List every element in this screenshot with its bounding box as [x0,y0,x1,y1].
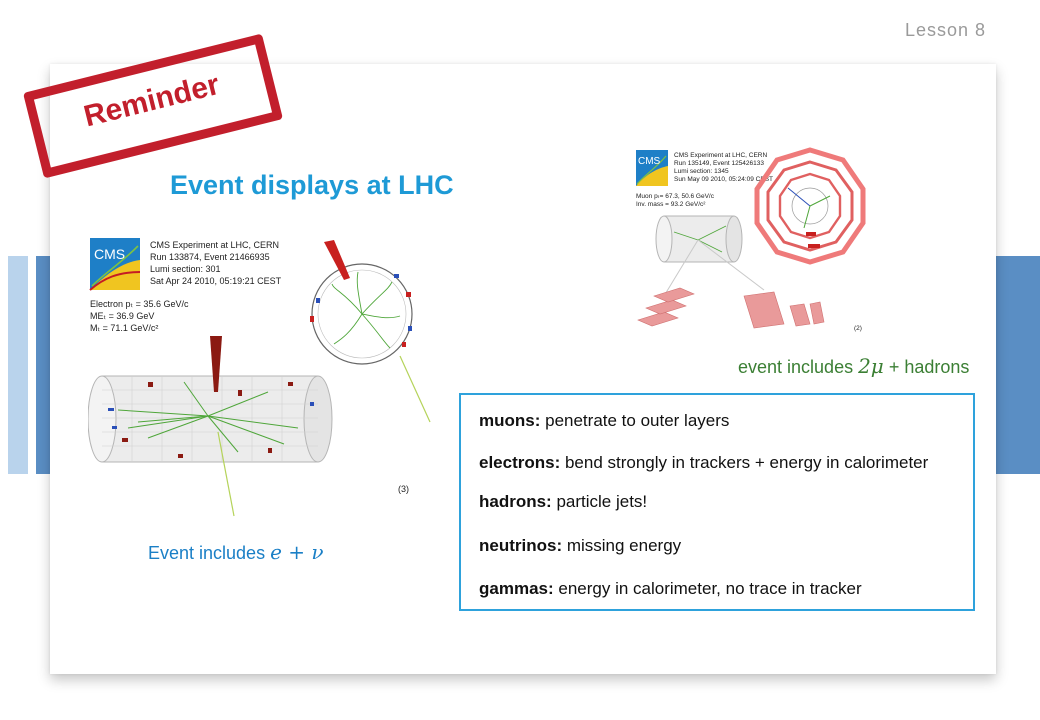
left-caption-prefix: Event includes [148,543,271,563]
info-term-electrons: electrons: [479,453,561,472]
lesson-label: Lesson 8 [904,20,986,40]
slide-title: Event displays at LHC [170,170,454,200]
muon-system-rings [757,150,863,262]
stamp-text: Reminder [80,67,223,134]
right-quantity-1: Muon pₜ= 67.3, 50.6 GeV/c [636,193,714,200]
info-row-neutrinos [479,536,681,556]
info-row-gammas [479,579,862,599]
right-event-display [634,146,874,342]
right-detector-barrel [664,216,734,262]
info-desc-hadrons: particle jets! [551,492,648,511]
left-event-display [88,232,438,522]
info-term-hadrons: hadrons: [479,492,552,511]
info-term-muons: muons: [479,411,541,430]
right-quantity-2: Inv. mass = 93.2 GeV/c² [636,201,706,208]
muon-chambers-left [638,288,694,326]
right-info-3: Lumi section: 1345 [674,168,729,175]
right-caption-prefix: event includes [738,357,859,377]
info-term-gammas: gammas: [479,579,554,598]
right-info-2: Run 135149, Event 125426133 [674,160,764,167]
right-info-4: Sun May 09 2010, 05:24:09 CEST [674,176,774,183]
left-event-graphic [88,232,438,522]
muon-chambers-right [744,292,824,328]
left-quantity-2: MEₜ = 36.9 GeV [90,311,155,321]
left-quantity-1: Electron pₜ = 35.6 GeV/c [90,299,189,309]
right-accent-bar [996,256,1040,474]
cms-logo-text: CMS [94,246,126,262]
right-figure-label: (2) [854,325,862,332]
info-term-neutrinos: neutrinos: [479,536,563,555]
left-info-4: Sat Apr 24 2010, 05:19:21 CEST [150,276,282,286]
left-accent-bar-light [8,256,28,474]
info-row-hadrons [479,492,647,512]
info-desc-muons: penetrate to outer layers [540,411,730,430]
left-caption-math: e + ν [270,540,324,564]
info-desc-gammas: energy in calorimeter, no trace in tracker [553,579,862,598]
left-info-3: Lumi section: 301 [150,264,221,274]
info-row-muons [479,411,729,431]
left-figure-label: (3) [398,484,409,494]
info-row-electrons [479,453,928,473]
right-info-1: CMS Experiment at LHC, CERN [674,152,768,159]
right-cms-logo-text: CMS [638,156,661,167]
info-desc-neutrinos: missing energy [562,536,682,555]
right-caption [738,354,969,378]
right-caption-math: 2μ [858,354,884,378]
particle-info-box [459,393,975,611]
left-caption [148,540,324,564]
right-caption-suffix: + hadrons [883,357,970,377]
left-info-1: CMS Experiment at LHC, CERN [150,240,280,250]
left-quantity-3: Mₜ = 71.1 GeV/c² [90,323,159,333]
right-event-graphic [634,146,874,342]
info-desc-electrons: bend strongly in trackers + energy in calorimeter [560,453,929,472]
left-info-2: Run 133874, Event 21466935 [150,252,270,262]
